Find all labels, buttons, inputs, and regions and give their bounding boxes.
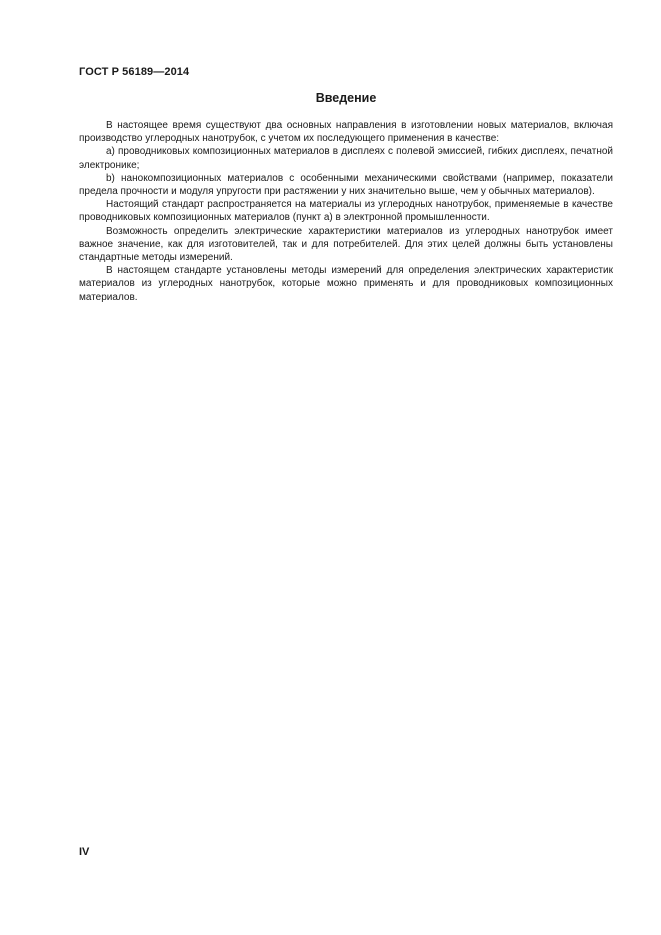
introduction-body bbox=[79, 119, 613, 304]
paragraph-importance: Возможность определить электрические характеристики материалов из углеродных нанотрубок имеет важное значение, как для изготовителей, так и для потребителей. Для этих целей должны быть установлены стандартные методы измерений. bbox=[79, 225, 613, 264]
paragraph-scope: Настоящий стандарт распространяется на материалы из углеродных нанотрубок, применяемые в качестве проводниковых композиционных материалов (пункт а) в электронной промышленности. bbox=[79, 199, 613, 224]
paragraph-intro: В настоящее время существуют два основных направления в изготовлении новых материалов, включая производство углеродных нанотрубок, с учетом их последующего применения в качестве: bbox=[79, 120, 613, 145]
paragraph-item-a: а) проводниковых композиционных материалов в дисплеях с полевой эмиссией, гибких дисплеях, печатной электронике; bbox=[79, 146, 613, 171]
standard-code-header: ГОСТ Р 56189—2014 bbox=[79, 66, 190, 78]
paragraph-item-b: b) нанокомпозиционных материалов с особенными механическими свойствами (например, показатели предела прочности и модуля упругости при растяжении у них значительно выше, чем у обычных материалов). bbox=[79, 172, 613, 198]
section-title: Введение bbox=[315, 91, 377, 105]
paragraph-methods: В настоящем стандарте установлены методы измерений для определения электрических характеристик материалов из углеродных нанотрубок, которые можно применять и для проводниковых композиционных материалов. bbox=[79, 265, 613, 303]
page-number: IV bbox=[79, 846, 90, 858]
